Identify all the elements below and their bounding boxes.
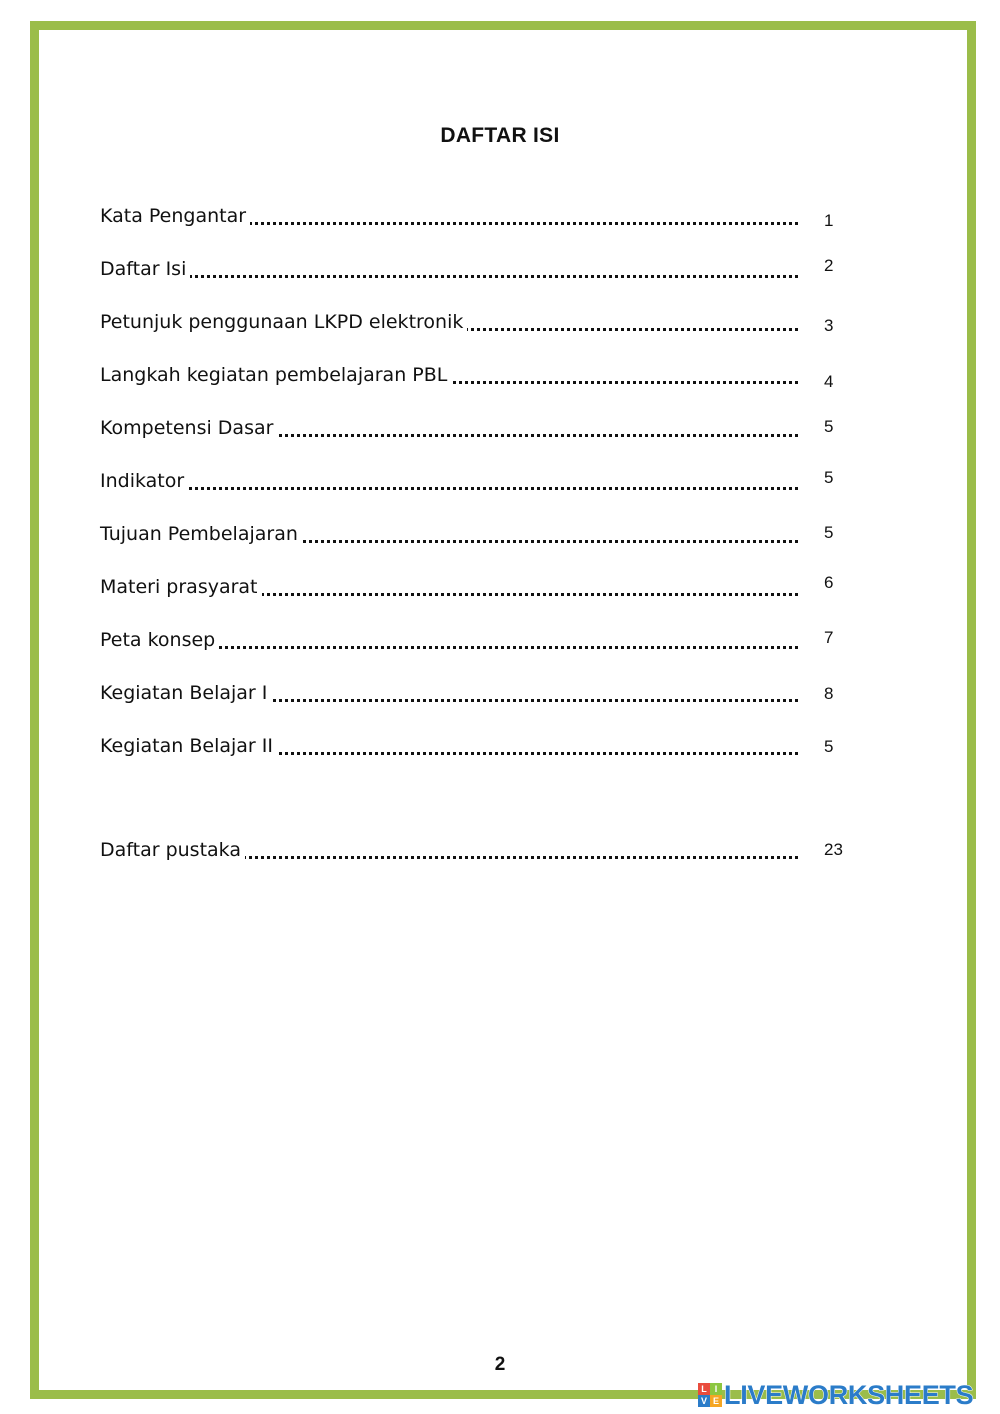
toc-page-number: 1 [824,211,834,230]
toc-leader-dots [100,487,798,490]
toc-row [100,676,860,706]
toc-page-number: 2 [824,256,834,275]
toc-leader-dots [100,275,798,278]
toc-row [100,833,860,863]
toc-row [100,517,860,547]
toc-label: Petunjuk penggunaan LKPD elektronik [100,311,467,333]
toc-page-number: 5 [824,417,834,436]
liveworksheets-logo-icon [698,1383,722,1407]
toc-label: Langkah kegiatan pembelajaran PBL [100,364,451,386]
toc-row [100,411,860,441]
page-title: DAFTAR ISI [440,124,560,147]
liveworksheets-wordmark: LIVEWORKSHEETS [724,1379,974,1410]
toc-row [100,729,860,759]
logo-letter: L [698,1383,710,1395]
toc-row [100,464,860,494]
toc-page-number: 5 [824,737,834,756]
toc-row [100,570,860,600]
toc-row [100,252,860,282]
toc-label: Peta konsep [100,629,219,651]
toc-label: Kata Pengantar [100,205,250,227]
toc-row [100,358,860,391]
toc-page-number: 5 [824,523,834,542]
toc-page-number: 8 [824,684,834,703]
toc-label: Materi prasyarat [100,576,262,598]
toc-label: Kegiatan Belajar I [100,682,271,704]
logo-letter: V [698,1395,710,1407]
toc-page-number: 5 [824,468,834,487]
toc-label: Kegiatan Belajar II [100,735,277,757]
toc-page-number: 7 [824,628,834,647]
toc-label: Tujuan Pembelajaran [100,523,302,545]
toc-page-number: 23 [824,840,843,859]
toc-row [100,305,860,335]
toc-label: Indikator [100,470,188,492]
toc-row [100,199,860,229]
toc-page-number: 6 [824,573,834,592]
toc-label: Kompetensi Dasar [100,417,277,439]
logo-letter: E [710,1395,722,1407]
logo-letter: I [710,1383,722,1395]
liveworksheets-brand[interactable] [698,1380,973,1410]
toc-label: Daftar pustaka [100,839,245,861]
toc-page-number: 3 [824,316,834,335]
page-number: 2 [494,1354,506,1375]
toc-row [100,623,860,653]
toc-page-number: 4 [824,372,834,391]
toc-label: Daftar Isi [100,258,190,280]
